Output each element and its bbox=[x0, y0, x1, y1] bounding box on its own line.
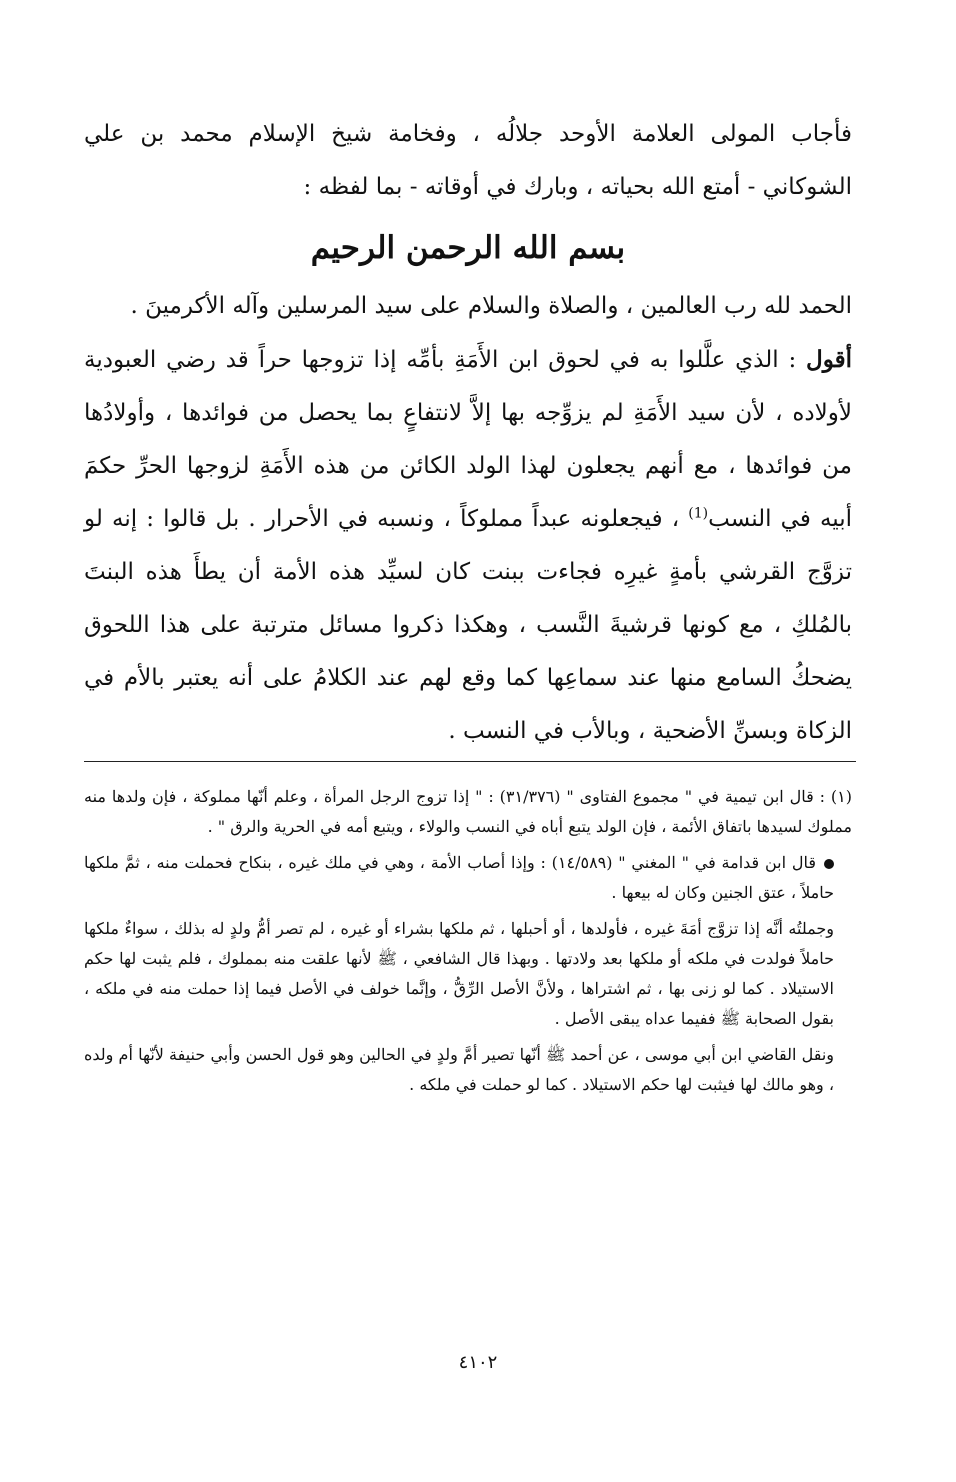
footnote-separator bbox=[84, 761, 856, 762]
footnote-paragraph-2: ونقل القاضي ابن أبي موسى ، عن أحمد ﷺ أنّها تصير أمَّ ولدٍ في الحالين وهو قول الحسن وأبي حنيفة لأنّها أم ولده ، وهو مالك لها فيثبت لها حكم الاستيلاد . كما لو حملت في ملكه . bbox=[84, 1045, 834, 1094]
footnote-paragraph-1: وجملتُه أنَّه إذا تزوَّج أمَةَ غيره ، فأولدها ، أو أحبلها ، ثم ملكها بشراء أو غيره ، لم تصر أمُّ ولدٍ له بذلك ، سواءٌ ملكها حاملاً فولدت في ملكه أو ملكها بعد ولادتها . وبهذا قال الشافعي ، ﷺ لأنها علقت منه بمملوك ، فلم يثبت لها حكم الاستيلاد . كما لو زنى بها ، ثم اشتراها ، ولأنَّ الأصل الرِّقُّ ، وإنَّما خولف في الأصل فيما إذا حملت منه في ملكه ، بقول الصحابة ﷺ ففيما عداه يبقى الأصل . bbox=[84, 919, 834, 1028]
footnote-1: (١) : قال ابن تيمية في " مجموع الفتاوى " (٣١/٣٧٦) : " إذا تزوج الرجل المرأة ، وعلم أنّها مملوكة ، فإن ولدها منه مملوك لسيدها باتفاق الأئمة ، فإن الولد يتبع أباه في النسب والولاء ، ويتبع أمه في الحرية والرق " . bbox=[84, 787, 852, 836]
praise-paragraph: الحمد لله رب العالمين ، والصلاة والسلام على سيد المرسلين وآله الأكرمينَ . bbox=[130, 293, 852, 319]
main-text-part1: : الذي علَّلوا به في لحوق ابن الأَمَةِ بأمِّه إذا تزوجها حراً قد رضي العبودية لأولاده ، لأن سيد الأَمَةِ لم يزوِّجه بها إلاَّ لانتفاعٍ بما يحصل من فوائدها ، وأولادُها من فوائدها ، مع أنهم يجعلون لهذا الولد الكائن من هذه الأَمَةِ لزوجها الحرِّ حكمَ أبيه في النسب bbox=[84, 347, 853, 532]
footnote-bullet-item bbox=[84, 848, 852, 908]
footnote-bullet-text: قال ابن قدامة في " المغني " (١٤/٥٨٩) : وإذا أصاب الأمة ، وهي في ملك غيره ، بنكاح فحملت منه ، ثمَّ ملكها حاملاً ، عتق الجنين وكان له بيعها . bbox=[84, 853, 834, 902]
main-text-block bbox=[84, 108, 852, 758]
intro-paragraph: فأجاب المولى العلامة الأوحد جلالُه ، وفخامة شيخ الإسلام محمد بن علي الشوكاني - أمتع الله بحياته ، وبارك في أوقاته - بما لفظه : bbox=[84, 121, 852, 200]
main-text-part2: ، فيجعلونه عبداً مملوكاً ، ونسبه في الأحرار . بل قالوا : إنه لو تزوَّج القرشي بأمةٍ غيرِه فجاءت ببنت كان لسيِّد هذه الأمة أن يطأَ هذه البنتَ بالمُلكِ ، مع كونها قرشيةَ النَّسب ، وهكذا ذكروا مسائل مترتبة على هذا اللحوق يضحكُ السامع منها عند سماعِها كما وقع لهم عند الكلامُ على أنه يعتبر بالأم في الزكاة وبسنِّ الأضحية ، وبالأب في النسب . bbox=[84, 506, 852, 744]
main-paragraph bbox=[84, 333, 852, 758]
footnotes-block bbox=[84, 782, 852, 1106]
body-text bbox=[84, 280, 852, 758]
bullet-icon bbox=[824, 859, 834, 869]
lead-word: أقول bbox=[806, 346, 853, 373]
footnote-marker[interactable]: (1) bbox=[688, 505, 709, 522]
basmala-heading: بسم الله الرحمن الرحيم bbox=[310, 230, 626, 266]
page-number: ٤١٠٢ bbox=[458, 1352, 498, 1373]
